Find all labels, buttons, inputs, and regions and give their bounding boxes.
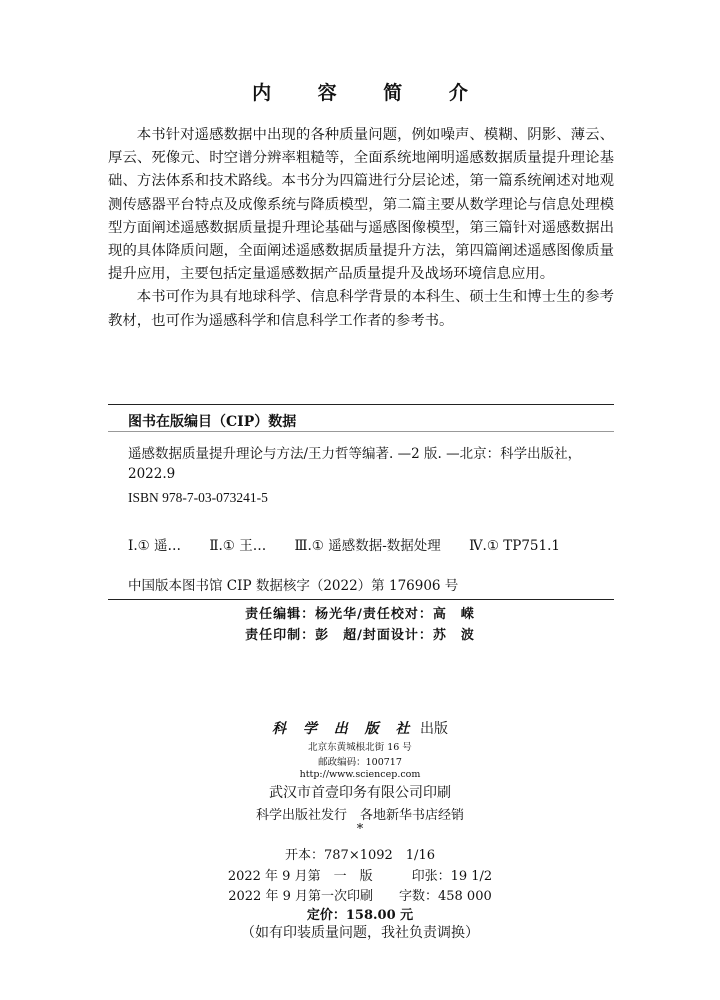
cip-classification — [128, 536, 584, 556]
separator-star: * — [356, 822, 364, 837]
editor-line-1: 责任编辑：杨光华/责任校对：高 嵘 — [245, 607, 475, 622]
publisher-logo: 科 学 出 版 社 — [272, 721, 416, 737]
publisher-address: 北京东黄城根北街 16 号 — [308, 742, 412, 753]
cip-top-rule — [108, 404, 614, 405]
editor-line-2: 责任印制：彭 超/封面设计：苏 波 — [245, 628, 475, 643]
printer: 武汉市首壹印务有限公司印刷 — [269, 785, 451, 801]
publisher-website: http://www.sciencep.com — [299, 769, 421, 780]
price: 定价：158.00 元 — [306, 908, 414, 923]
class-item-4: Ⅳ.① TP751.1 — [469, 538, 560, 554]
summary-paragraph-1: 本书针对遥感数据中出现的各种质量问题，例如噪声、模糊、阴影、薄云、厚云、死像元、时空谱分辨率粗糙等，全面系统地阐明遥感数据质量提升理论基础、方法体系和技术路线。本书分为四篇进行分层论述，第一篇系统阐述对地观测传感器平台特点及成像系统与降质模型，第二篇主要从数学理论与信息处理模型方面阐述遥感数据质量提升理论基础与遥感图像模型，第三篇针对遥感数据出现的具体降质问题，全面阐述遥感数据质量提升方法，第四篇阐述遥感图像质量提升应用，主要包括定量遥感数据产品质量提升及战场环境信息应用。 — [108, 127, 614, 283]
distribution: 科学出版社发行 各地新华书店经销 — [255, 808, 464, 823]
class-item-3: Ⅲ.① 遥感数据-数据处理 — [294, 538, 441, 554]
summary-paragraph-2: 本书可作为具有地球科学、信息科学背景的本科生、硕士生和博士生的参考教材，也可作为遥感科学和信息科学工作者的参考书。 — [108, 289, 614, 329]
content-summary — [108, 124, 614, 333]
cip-heading: 图书在版编目（CIP）数据 — [128, 414, 297, 430]
quality-note: （如有印装质量问题，我社负责调换） — [241, 925, 479, 941]
cip-bottom-rule — [108, 599, 614, 600]
publisher-line — [0, 718, 720, 738]
publish-suffix: 出版 — [419, 721, 448, 737]
cip-heading-rule — [108, 431, 614, 432]
class-item-2: Ⅱ.① 王… — [209, 538, 267, 554]
book-format: 开本：787×1092 1/16 — [285, 848, 435, 863]
printing-info: 2022 年 9 月第一次印刷 字数：458 000 — [228, 889, 492, 904]
edition-info: 2022 年 9 月第 一 版 印张：19 1/2 — [227, 869, 493, 884]
cip-isbn: ISBN 978-7-03-073241-5 — [128, 490, 268, 505]
publisher-postcode: 邮政编码：100717 — [318, 757, 402, 768]
cip-core-number: 中国版本图书馆 CIP 数据核字（2022）第 176906 号 — [128, 578, 459, 594]
cip-description: 遥感数据质量提升理论与方法/王力哲等编著. —2 版. —北京：科学出版社，2022.9 — [128, 446, 582, 482]
class-item-1: Ⅰ.① 遥… — [128, 538, 182, 554]
page-title: 内 容 简 介 — [252, 82, 488, 104]
